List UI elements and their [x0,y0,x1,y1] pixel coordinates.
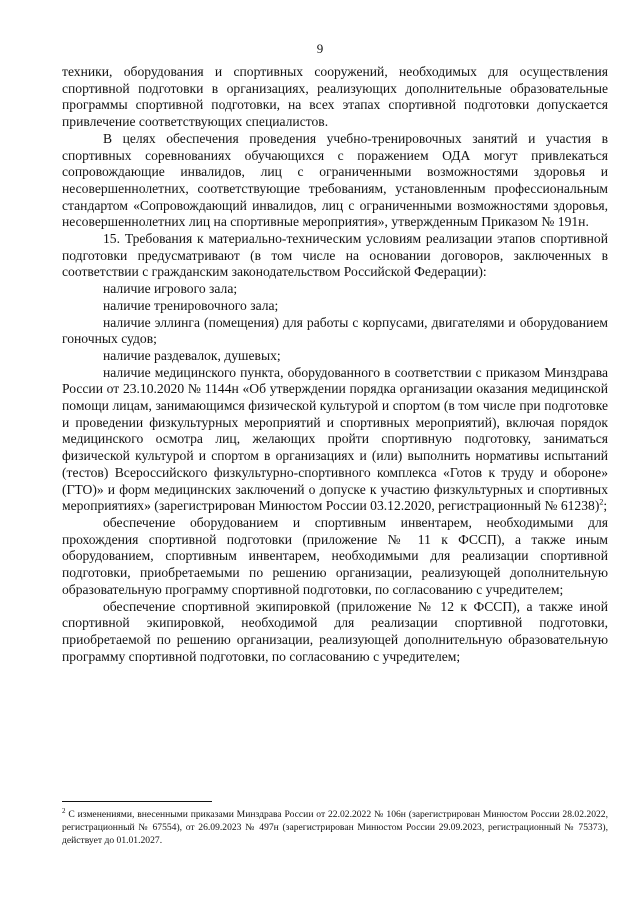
medical-point-text: наличие медицинского пункта, оборудованного в соответствии с приказом Минздрава России от 23.10.2020 № 1144н «Об утверждении порядка организации оказания медицинской помощи лицам, занимающимся физической культурой и спортом (в том числе при подготовке и проведении физкультурных мероприятий и спортивных мероприятий), включая порядок медицинского осмотра лиц, желающих пройти спортивную подготовку, заниматься физической культурой и спортом в организациях и (или) выполнить нормативы испытаний (тестов) Всероссийского физкультурно-спортивного комплекса «Готов к труду и обороне» (ГТО)» и форм медицинских заключений о допуске к участию физкультурных и спортивных мероприятиях» (зарегистрирован Минюстом России 03.12.2020, регистрационный № 61238) [62,364,608,514]
page-number: 9 [316,41,324,56]
paragraph-specialists: техники, оборудования и спортивных сооружений, необходимых для осуществления спортивной подготовки в организациях, реализующих дополнительные образовательные программы спортивной подготовки, на всех этапах спортивной подготовки допускается привлечение соответствующих специалистов. [62,64,608,130]
paragraph-escorts: В целях обеспечения проведения учебно-тренировочных занятий и участия в спортивных соревнованиях обучающихся с поражением ОДА могут привлекаться сопровождающие инвалидов, лиц с ограниченными возможностями здоровья и несовершеннолетних, соответствующие требованиям, установленным профессиональным стандартом «Сопровождающий инвалидов, лиц с ограниченными возможностями здоровья, несовершеннолетних лиц на спортивные мероприятия», утвержденным Приказом № 191н. [62,130,608,230]
list-item-game-hall: наличие игрового зала; [103,281,238,297]
footnote-marker: 2 [62,806,66,815]
footnote [62,808,608,847]
list-item-training-hall: наличие тренировочного зала; [103,297,279,313]
footnote-text: С изменениями, внесенными приказами Минздрава России от 22.02.2022 № 106н (зарегистрирован Минюстом России 28.02.2022, регистрационный № 67554), от 26.09.2023 № 497н (зарегистрирован Минюстом России 29.09.2023, регистрационный № 75373), действует до 01.01.2027. [62,809,608,846]
list-item-medical-point [62,365,608,515]
document-body [62,64,608,665]
list-item-sports-gear: обеспечение спортивной экипировкой (приложение № 12 к ФССП), а также иной спортивной экипировкой, необходимой для реализации спортивной подготовки, приобретаемой по решению организации, реализующей дополнительную образовательную программу спортивной подготовки, по согласованию с учредителем; [62,598,608,664]
list-item-boathouse: наличие эллинга (помещения) для работы с корпусами, двигателями и оборудованием гоночных судов; [62,314,608,347]
footnote-reference: 2 [599,497,604,507]
footnote-divider [62,801,212,802]
footnote-reference-suffix: ; [603,498,608,514]
list-item-equipment: обеспечение оборудованием и спортивным инвентарем, необходимыми для прохождения спортивной подготовки (приложение № 11 к ФССП), а также иным оборудованием, спортивным инвентарем, необходимыми для реализации спортивной подготовки, приобретаемыми по решению организации, реализующей дополнительную образовательную программу спортивной подготовки, по согласованию с учредителем; [62,514,608,597]
list-item-locker-rooms: наличие раздевалок, душевых; [103,347,281,363]
paragraph-requirements-15: 15. Требования к материально-техническим условиям реализации этапов спортивной подготовки предусматривают (в том числе на основании договоров, заключенных в соответствии с гражданским законодательством Российской Федерации): [62,231,608,280]
